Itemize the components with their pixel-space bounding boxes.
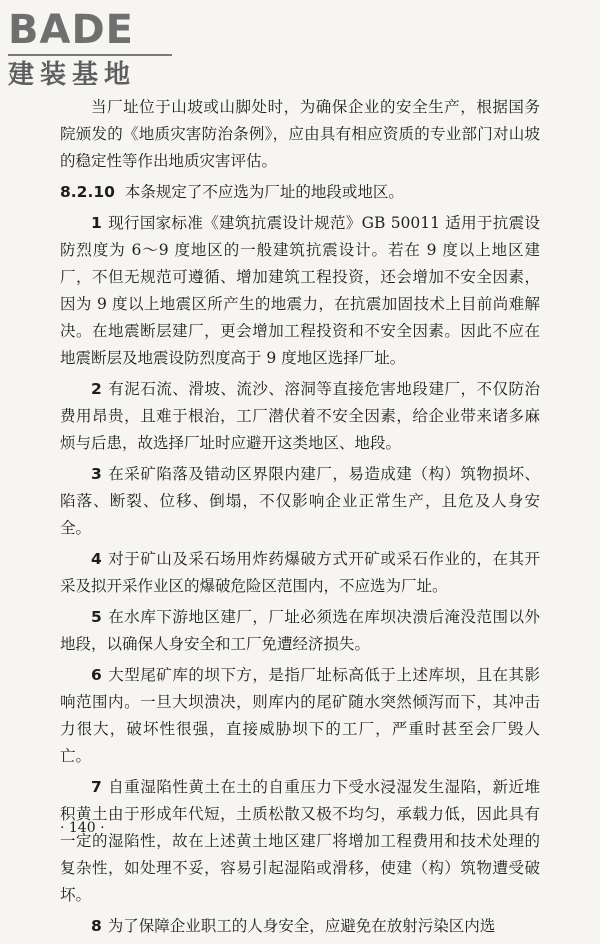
list-item-5 (60, 604, 540, 658)
item-text: 在采矿陷落及错动区界限内建厂，易造成建（构）筑物损坏、陷落、断裂、位移、倒塌，不仅影响企业正常生产，且危及人身安全。 (60, 465, 540, 537)
list-item-4 (60, 546, 540, 600)
logo-wordmark: BADE (8, 7, 134, 53)
item-number: 5 (91, 608, 102, 626)
item-text: 为了保障企业职工的人身安全，应避免在放射污染区内选 (107, 917, 496, 935)
item-number: 1 (91, 214, 102, 232)
page-number: · 140 · (60, 820, 105, 836)
logo-subtitle: 建装基地 (8, 60, 137, 90)
item-text: 在水库下游地区建厂，厂址必须选在库坝决溃后淹没范围以外地段，以确保人身安全和工厂免遭经济损失。 (60, 608, 540, 653)
logo-divider (8, 54, 172, 56)
item-number: 6 (91, 666, 102, 684)
list-item-1 (60, 210, 540, 372)
paragraph-intro (60, 94, 540, 175)
item-text: 现行国家标准《建筑抗震设计规范》GB 50011 适用于抗震设防烈度为 6～9 度地区的一般建筑抗震设计。若在 9 度以上地区建厂，不但无规范可遵循、增加建筑工程投资，还会增加不安全因素，因为 9 度以上地震区所产生的地震力，在抗震加固技术上目前尚难解决。在地震断层建厂，更会增加工程投资和不安全因素。因此不应在地震断层及地震设防烈度高于 9 度地区选择厂址。 (60, 214, 540, 367)
list-item-8 (60, 913, 540, 940)
list-item-3 (60, 461, 540, 542)
clause-title: 本条规定了不应选为厂址的地段或地区。 (124, 183, 404, 201)
list-item-7 (60, 774, 540, 909)
item-number: 8 (91, 917, 102, 935)
list-item-6 (60, 662, 540, 770)
item-number: 7 (91, 778, 102, 796)
bade-logo (8, 8, 172, 90)
item-number: 3 (91, 465, 102, 483)
item-text: 有泥石流、滑坡、流沙、溶洞等直接危害地段建厂，不仅防治费用昂贵，且难于根治，工厂潜伏着不安全因素，给企业带来诸多麻烦与后患，故选择厂址时应避开这类地区、地段。 (60, 380, 540, 452)
list-item-2 (60, 376, 540, 457)
item-number: 4 (91, 550, 102, 568)
item-text: 对于矿山及采石场用炸药爆破方式开矿或采石作业的，在其开采及拟开采作业区的爆破危险区范围内，不应选为厂址。 (60, 550, 540, 595)
item-text: 自重湿陷性黄土在土的自重压力下受水浸湿发生湿陷，新近堆积黄土由于形成年代短，土质松散又极不均匀，承载力低，因此具有一定的湿陷性，故在上述黄土地区建厂将增加工程费用和技术处理的复杂性，如处理不妥，容易引起湿陷或滑移，使建（构）筑物遭受破坏。 (60, 778, 540, 904)
paragraph-text: 当厂址位于山坡或山脚处时，为确保企业的安全生产，根据国务院颁发的《地质灾害防治条例》，应由具有相应资质的专业部门对山坡的稳定性等作出地质灾害评估。 (60, 98, 540, 170)
document-body (60, 94, 540, 944)
clause-number: 8.2.10 (60, 183, 115, 201)
item-number: 2 (91, 380, 102, 398)
clause-heading (60, 179, 540, 206)
item-text: 大型尾矿库的坝下方，是指厂址标高低于上述库坝，且在其影响范围内。一旦大坝溃决，则库内的尾矿随水突然倾泻而下，其冲击力很大，破坏性很强，直接威胁坝下的工厂，严重时甚至会厂毁人亡。 (60, 666, 540, 765)
